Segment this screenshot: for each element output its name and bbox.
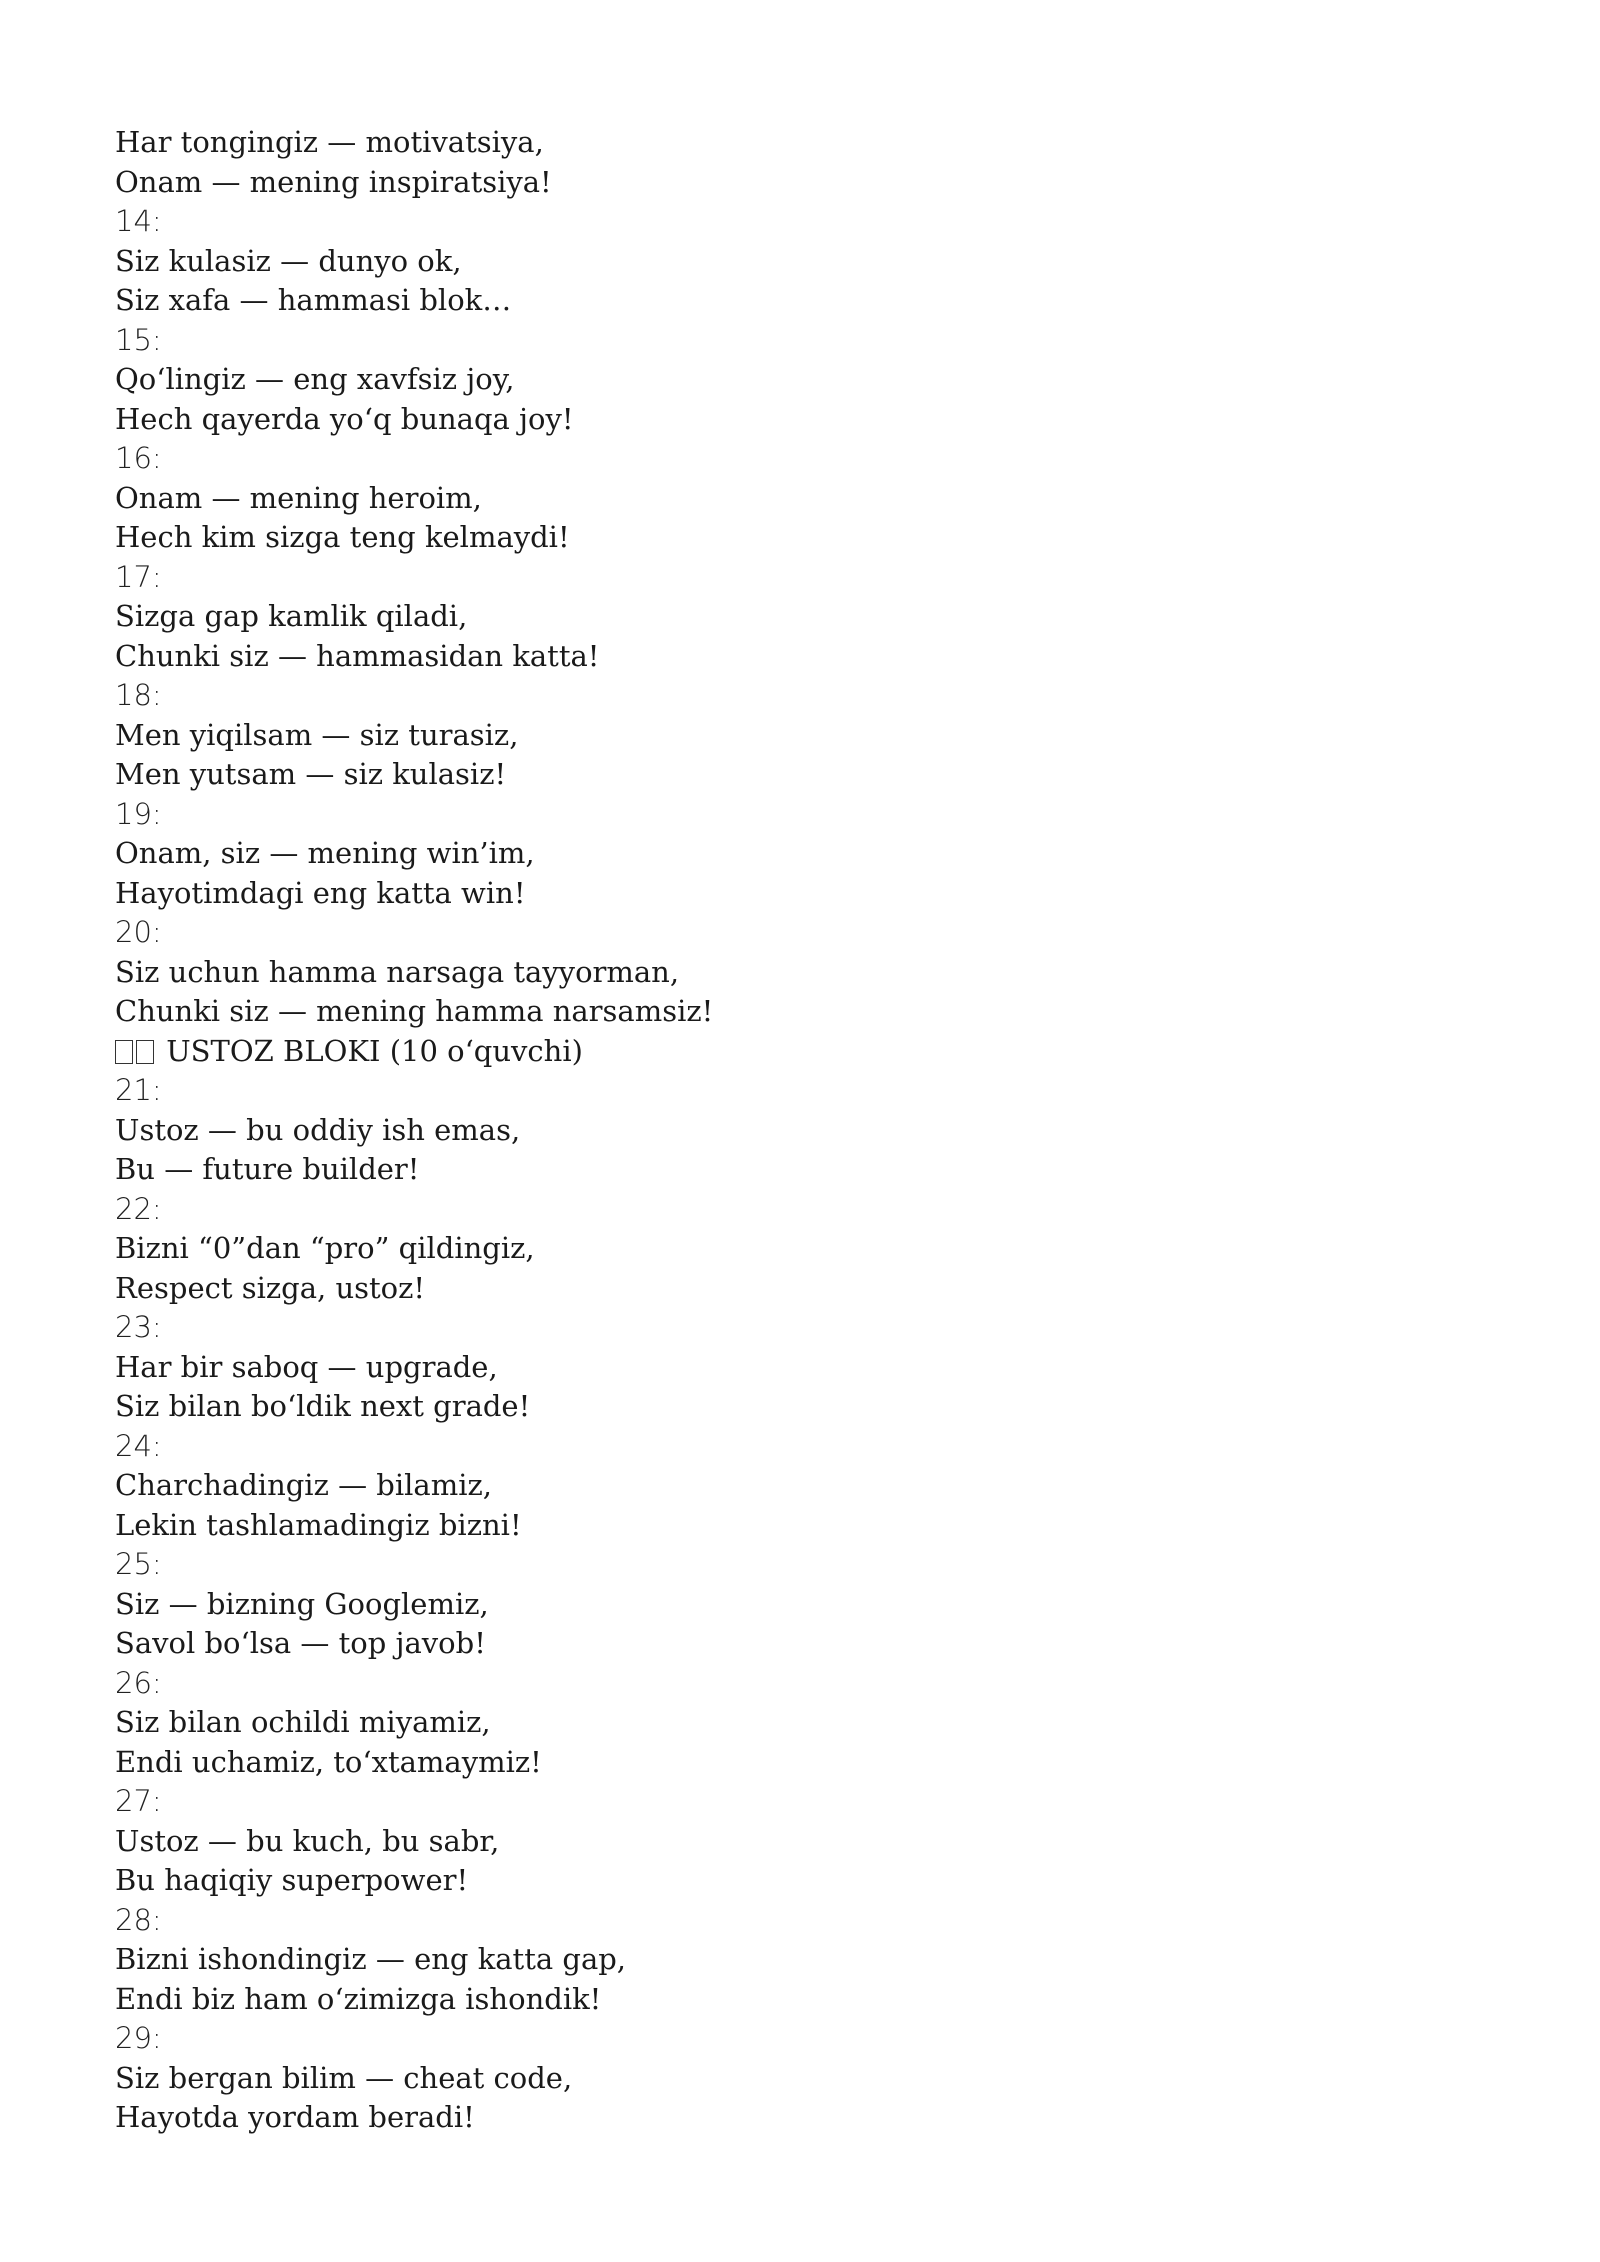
verse-number: 18:: [115, 678, 162, 712]
section-header: [115, 1032, 1495, 1072]
verse-line: Chunki siz — mening hamma narsamsiz!: [115, 994, 714, 1028]
verse-number: 20:: [115, 915, 162, 949]
verse-number: 25:: [115, 1547, 162, 1581]
verse-line: Har tongingiz — motivatsiya,: [115, 125, 544, 159]
verse-line: Endi biz ham oʻzimizga ishondik!: [115, 1981, 602, 2016]
verse-line: Siz uchun hamma narsaga tayyorman,: [115, 954, 680, 989]
verse-line: Chunki siz — hammasidan katta!: [115, 638, 600, 673]
verse-line: Savol boʻlsa — top javob!: [115, 1626, 486, 1660]
verses-part-one: [115, 123, 1495, 1032]
document-page: [115, 123, 1495, 2138]
verse-line: Hech qayerda yoʻq bunaqa joy!: [115, 401, 574, 436]
verse-line: Ustoz — bu oddiy ish emas,: [115, 1112, 521, 1147]
verse-line: Siz xafa — hammasi blok…: [115, 283, 512, 317]
verse-line: Onam — mening heroim,: [115, 480, 482, 515]
verse-line: Lekin tashlamadingiz bizni!: [115, 1507, 522, 1542]
verse-line: Men yutsam — siz kulasiz!: [115, 757, 507, 791]
verse-line: Respect sizga, ustoz!: [115, 1270, 426, 1305]
verse-number: 24:: [115, 1428, 162, 1463]
verse-number: 28:: [115, 1902, 162, 1937]
verse-number: 23:: [115, 1310, 162, 1344]
verse-number: 29:: [115, 2021, 162, 2055]
verse-line: Siz bilan ochildi miyamiz,: [115, 1705, 491, 1739]
verse-line: Onam — mening inspiratsiya!: [115, 164, 552, 199]
verse-line: Hayotda yordam beradi!: [115, 2100, 475, 2134]
section-header-text: USTOZ BLOKI (10 oʻquvchi): [166, 1033, 583, 1068]
verse-line: Men yiqilsam — siz turasiz,: [115, 717, 519, 752]
verse-line: Hayotimdagi eng katta win!: [115, 875, 526, 910]
verse-line: Qoʻlingiz — eng xavfsiz joy,: [115, 362, 515, 396]
verse-number: 19:: [115, 796, 162, 831]
verse-line: Hech kim sizga teng kelmaydi!: [115, 520, 570, 554]
verse-line: Bu haqiqiy superpower!: [115, 1863, 469, 1897]
verses-part-two: [115, 1071, 1495, 2138]
verse-number: 16:: [115, 441, 162, 475]
verse-number: 27:: [115, 1784, 162, 1818]
missing-glyph-icon: [136, 1040, 154, 1064]
verse-line: Endi uchamiz, toʻxtamaymiz!: [115, 1744, 542, 1779]
verse-line: Bu — future builder!: [115, 1152, 420, 1186]
verse-line: Siz — bizning Googlemiz,: [115, 1586, 489, 1621]
verse-number: 22:: [115, 1191, 162, 1226]
verse-number: 26:: [115, 1665, 162, 1700]
verse-line: Ustoz — bu kuch, bu sabr,: [115, 1823, 500, 1858]
verse-line: Bizni ishondingiz — eng katta gap,: [115, 1942, 627, 1976]
verse-line: Siz bilan boʻldik next grade!: [115, 1389, 531, 1423]
missing-glyph-icon: [115, 1040, 133, 1064]
verse-line: Bizni “0”dan “pro” qildingiz,: [115, 1231, 535, 1265]
verse-number: 14:: [115, 204, 162, 238]
verse-line: Har bir saboq — upgrade,: [115, 1349, 498, 1384]
verse-line: Sizga gap kamlik qiladi,: [115, 599, 468, 633]
verse-line: Siz bergan bilim — cheat code,: [115, 2060, 573, 2095]
verse-line: Onam, siz — mening win’im,: [115, 836, 535, 870]
verse-line: Siz kulasiz — dunyo ok,: [115, 243, 462, 278]
verse-number: 15:: [115, 322, 162, 357]
verse-number: 17:: [115, 559, 162, 594]
verse-number: 21:: [115, 1073, 162, 1107]
verse-line: Charchadingiz — bilamiz,: [115, 1468, 492, 1502]
